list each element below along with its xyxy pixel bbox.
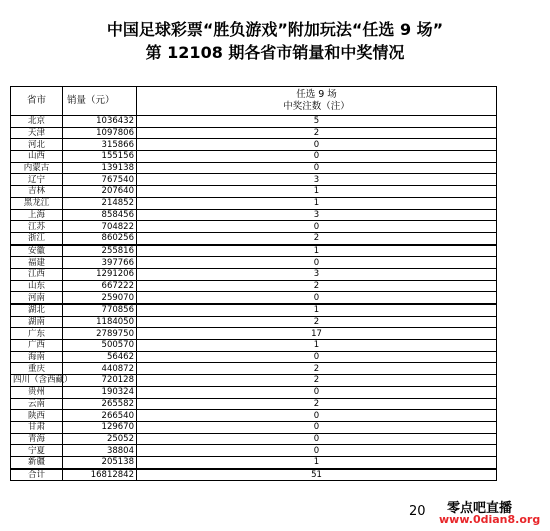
cell-winners: 3: [137, 268, 497, 280]
table-row: [11, 445, 497, 457]
cell-sales: 259070: [63, 292, 137, 304]
cell-province: 浙江: [11, 232, 63, 244]
page-number: 20: [409, 504, 426, 519]
cell-sales: 767540: [63, 174, 137, 186]
cell-sales: 205138: [63, 456, 137, 468]
cell-winners: 2: [137, 375, 497, 387]
table-row: [11, 363, 497, 375]
cell-province: 江苏: [11, 221, 63, 233]
table-row: [11, 328, 497, 340]
cell-sales: 667222: [63, 280, 137, 292]
cell-winners: 3: [137, 209, 497, 221]
table-row: [11, 221, 497, 233]
cell-province: 海南: [11, 351, 63, 363]
cell-sales: 397766: [63, 257, 137, 269]
cell-winners: 1: [137, 197, 497, 209]
cell-sales: 265582: [63, 398, 137, 410]
cell-winners: 0: [137, 410, 497, 422]
cell-province: 福建: [11, 257, 63, 269]
cell-sales: 1036432: [63, 116, 137, 128]
cell-province: 江西: [11, 268, 63, 280]
sales-table: [10, 86, 497, 481]
table-row: [11, 292, 497, 304]
cell-winners: 1: [137, 245, 497, 257]
title-line-2: 第 12108 期各省市销量和中奖情况: [145, 43, 405, 62]
cell-winners: 2: [137, 127, 497, 139]
cell-province: 吉林: [11, 186, 63, 198]
cell-sales: 1097806: [63, 127, 137, 139]
cell-sales: 214852: [63, 197, 137, 209]
table-row: [11, 410, 497, 422]
cell-province: 黑龙江: [11, 197, 63, 209]
cell-sales: 139138: [63, 162, 137, 174]
cell-sales: 315866: [63, 139, 137, 151]
cell-winners: 2: [137, 232, 497, 244]
header-sales: 销量（元）: [63, 87, 137, 116]
header-winners-line2: 中奖注数（注）: [283, 101, 350, 112]
cell-province: 上海: [11, 209, 63, 221]
table-row: [11, 232, 497, 244]
cell-province: 湖南: [11, 316, 63, 328]
cell-sales: 860256: [63, 232, 137, 244]
table-row: [11, 304, 497, 316]
cell-province: 广西: [11, 340, 63, 352]
cell-winners: 0: [137, 139, 497, 151]
cell-province: 内蒙古: [11, 162, 63, 174]
cell-sales: 207640: [63, 186, 137, 198]
table-row: [11, 386, 497, 398]
table-row: [11, 351, 497, 363]
cell-sales: 129670: [63, 421, 137, 433]
table-row: [11, 268, 497, 280]
cell-winners: 0: [137, 162, 497, 174]
table-row: [11, 209, 497, 221]
table-row: [11, 186, 497, 198]
cell-sales: 266540: [63, 410, 137, 422]
table-row: [11, 197, 497, 209]
cell-sales: 720128: [63, 375, 137, 387]
cell-sales: 25052: [63, 433, 137, 445]
table-row: [11, 139, 497, 151]
cell-province: 河北: [11, 139, 63, 151]
cell-province: 安徽: [11, 245, 63, 257]
cell-province: 宁夏: [11, 445, 63, 457]
table-row: [11, 433, 497, 445]
cell-winners: 1: [137, 456, 497, 468]
cell-province: 青海: [11, 433, 63, 445]
cell-province: 贵州: [11, 386, 63, 398]
cell-province: 新疆: [11, 456, 63, 468]
cell-sales: 190324: [63, 386, 137, 398]
cell-province: 陕西: [11, 410, 63, 422]
cell-province: 重庆: [11, 363, 63, 375]
cell-province: 山东: [11, 280, 63, 292]
cell-sales: 1184050: [63, 316, 137, 328]
cell-sales: 155156: [63, 151, 137, 163]
cell-province: 河南: [11, 292, 63, 304]
total-winners: 51: [137, 469, 497, 481]
table-total-row: [11, 469, 497, 481]
cell-province: 辽宁: [11, 174, 63, 186]
header-winners: [137, 87, 497, 116]
cell-province: 甘肃: [11, 421, 63, 433]
table-row: [11, 316, 497, 328]
table-row: [11, 257, 497, 269]
cell-province: 北京: [11, 116, 63, 128]
cell-winners: 0: [137, 351, 497, 363]
cell-winners: 0: [137, 292, 497, 304]
cell-sales: 255816: [63, 245, 137, 257]
table-row: [11, 398, 497, 410]
cell-winners: 17: [137, 328, 497, 340]
table-row: [11, 421, 497, 433]
cell-sales: 500570: [63, 340, 137, 352]
table-row: [11, 245, 497, 257]
cell-sales: 704822: [63, 221, 137, 233]
cell-sales: 56462: [63, 351, 137, 363]
cell-winners: 5: [137, 116, 497, 128]
table-header-row: [11, 87, 497, 116]
table-row: [11, 174, 497, 186]
cell-winners: 0: [137, 221, 497, 233]
watermark-url: www.0dian8.org: [439, 513, 541, 526]
cell-province: 山西: [11, 151, 63, 163]
cell-sales: 38804: [63, 445, 137, 457]
cell-province: 天津: [11, 127, 63, 139]
cell-winners: 1: [137, 340, 497, 352]
title-line-1: 中国足球彩票“胜负游戏”附加玩法“任选 9 场”: [106, 20, 444, 39]
cell-province: 湖北: [11, 304, 63, 316]
cell-sales: 770856: [63, 304, 137, 316]
cell-winners: 0: [137, 433, 497, 445]
table-row: [11, 116, 497, 128]
cell-winners: 0: [137, 421, 497, 433]
cell-winners: 3: [137, 174, 497, 186]
cell-winners: 0: [137, 445, 497, 457]
table-row: [11, 375, 497, 387]
cell-winners: 2: [137, 280, 497, 292]
cell-winners: 1: [137, 304, 497, 316]
table-row: [11, 151, 497, 163]
cell-sales: 858456: [63, 209, 137, 221]
table-row: [11, 340, 497, 352]
cell-winners: 2: [137, 363, 497, 375]
cell-sales: 2789750: [63, 328, 137, 340]
cell-province: 四川（含西藏）: [11, 375, 63, 387]
cell-province: 云南: [11, 398, 63, 410]
table-row: [11, 280, 497, 292]
header-winners-line1: 任选 9 场: [296, 89, 337, 100]
watermark-name: 零点吧直播: [447, 501, 513, 516]
cell-winners: 2: [137, 316, 497, 328]
table-row: [11, 127, 497, 139]
cell-sales: 1291206: [63, 268, 137, 280]
total-label: 合计: [11, 469, 63, 481]
total-sales: 16812842: [63, 469, 137, 481]
cell-winners: 2: [137, 398, 497, 410]
cell-winners: 0: [137, 151, 497, 163]
table-row: [11, 162, 497, 174]
cell-winners: 0: [137, 257, 497, 269]
header-province: 省市: [11, 87, 63, 116]
table-row: [11, 456, 497, 468]
cell-province: 广东: [11, 328, 63, 340]
cell-sales: 440872: [63, 363, 137, 375]
cell-winners: 0: [137, 386, 497, 398]
cell-winners: 1: [137, 186, 497, 198]
